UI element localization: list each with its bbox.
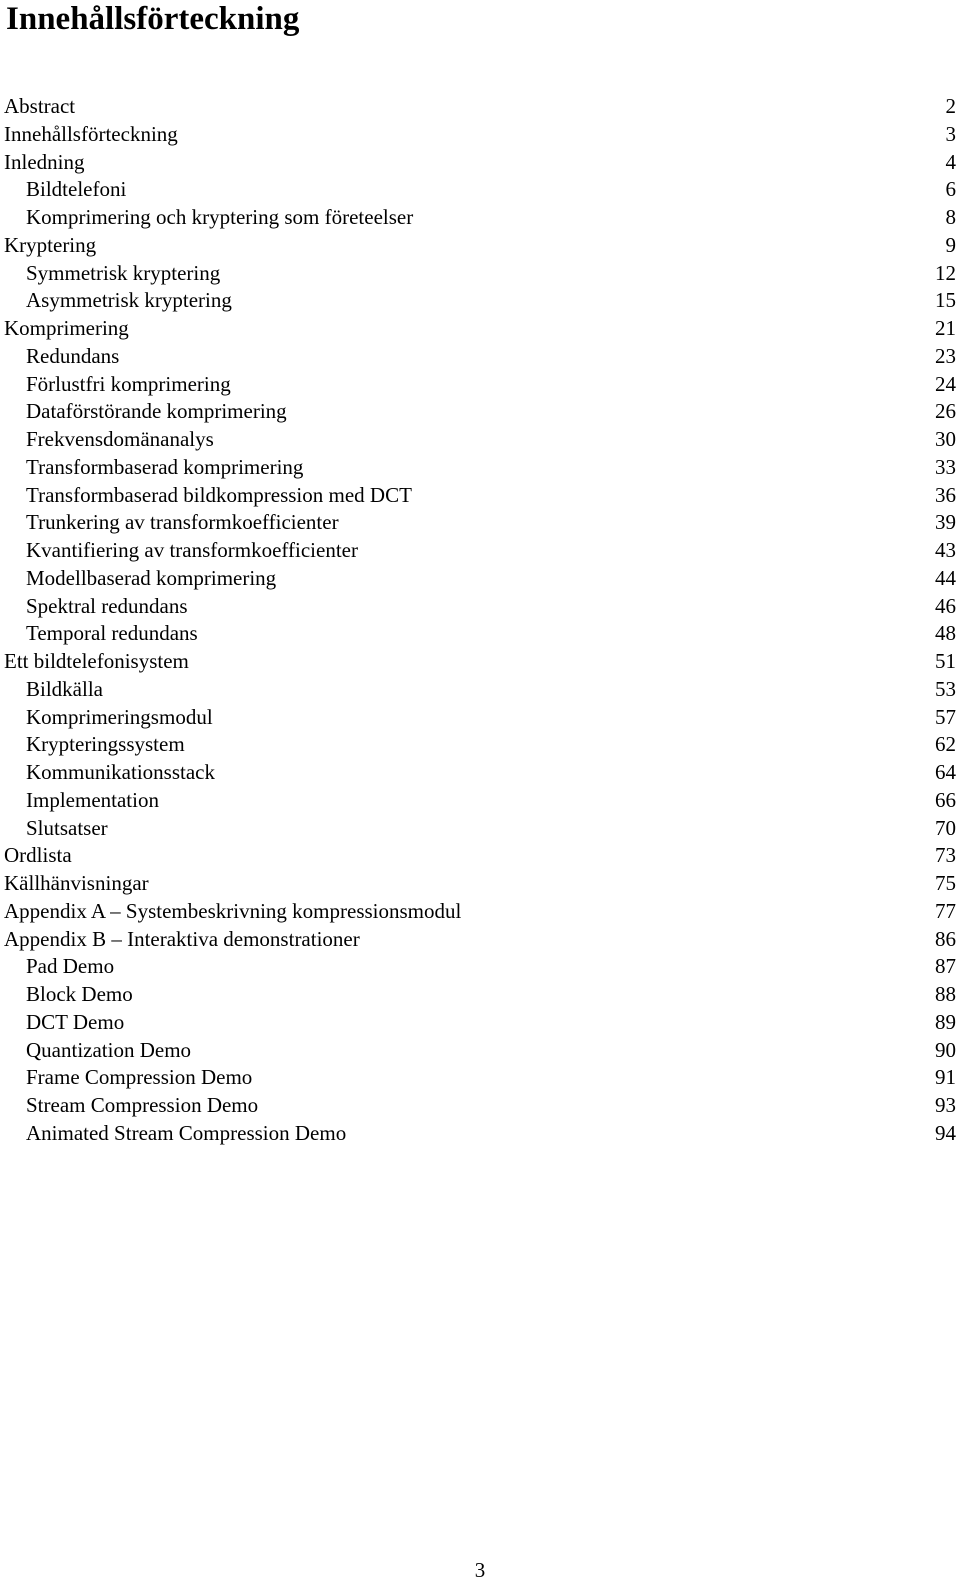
table-of-contents (4, 93, 960, 1148)
toc-entry-title: Komprimeringsmodul (26, 704, 213, 729)
toc-entry-page: 8 (945, 205, 956, 229)
toc-entry-page: 26 (935, 399, 956, 424)
toc-entry-page: 3 (945, 121, 956, 146)
toc-entry[interactable] (4, 509, 960, 537)
toc-entry-title: Frame Compression Demo (26, 1065, 253, 1090)
toc-entry-page: 94 (935, 1120, 956, 1145)
toc-entry-page: 36 (935, 482, 956, 507)
toc-entry[interactable] (4, 1092, 960, 1120)
toc-entry-page: 57 (935, 704, 956, 729)
toc-entry-page: 88 (935, 982, 956, 1006)
toc-entry-page: 62 (935, 732, 956, 757)
toc-entry[interactable] (4, 898, 960, 926)
toc-entry-title: Animated Stream Compression Demo (26, 1120, 347, 1145)
toc-entry[interactable] (4, 676, 960, 704)
toc-entry-title: Spektral redundans (26, 593, 188, 618)
toc-entry-page: 23 (935, 343, 956, 368)
toc-entry-title: Transformbaserad bildkompression med DCT (26, 482, 412, 507)
toc-entry-title: DCT Demo (26, 1009, 125, 1034)
toc-entry-page: 89 (935, 1009, 956, 1034)
toc-entry-title: Symmetrisk kryptering (26, 260, 221, 285)
toc-entry-page: 30 (935, 427, 956, 451)
toc-entry-title: Komprimering (4, 316, 129, 340)
toc-entry-page: 87 (935, 954, 956, 979)
toc-entry[interactable] (4, 1120, 960, 1148)
toc-entry-page: 24 (935, 371, 956, 396)
toc-entry[interactable] (4, 121, 960, 149)
toc-entry-title: Pad Demo (26, 954, 115, 979)
toc-entry[interactable] (4, 343, 960, 371)
toc-entry-title: Kryptering (4, 232, 97, 257)
toc-entry-page: 12 (935, 260, 956, 285)
toc-entry[interactable] (4, 731, 960, 759)
toc-entry[interactable] (4, 260, 960, 288)
toc-entry-page: 70 (935, 815, 956, 840)
toc-entry[interactable] (4, 593, 960, 621)
toc-entry[interactable] (4, 149, 960, 177)
toc-entry-page: 75 (935, 871, 956, 895)
toc-entry-page: 44 (935, 565, 956, 590)
toc-entry-page: 6 (945, 177, 956, 202)
toc-entry-title: Abstract (4, 94, 76, 118)
toc-entry[interactable] (4, 926, 960, 954)
page-title: Innehållsförteckning (6, 1, 300, 37)
toc-entry-title: Trunkering av transformkoefficienter (26, 510, 339, 535)
toc-entry[interactable] (4, 93, 960, 121)
toc-entry[interactable] (4, 1009, 960, 1037)
toc-entry-title: Redundans (26, 343, 120, 368)
toc-entry-page: 64 (935, 760, 956, 784)
toc-entry[interactable] (4, 315, 960, 343)
toc-entry-page: 66 (935, 787, 956, 812)
toc-entry[interactable] (4, 620, 960, 648)
toc-entry-page: 51 (935, 649, 956, 673)
toc-entry[interactable] (4, 815, 960, 843)
toc-entry-title: Källhänvisningar (4, 871, 149, 895)
toc-entry-title: Ett bildtelefonisystem (4, 649, 189, 673)
toc-entry[interactable] (4, 704, 960, 732)
toc-entry-title: Transformbaserad komprimering (26, 454, 304, 479)
toc-entry-page: 33 (935, 454, 956, 479)
toc-entry-title: Ordlista (4, 843, 72, 868)
toc-entry[interactable] (4, 759, 960, 787)
toc-entry-page: 77 (935, 898, 956, 923)
toc-entry[interactable] (4, 454, 960, 482)
toc-entry[interactable] (4, 537, 960, 565)
toc-entry[interactable] (4, 565, 960, 593)
toc-entry-title: Appendix A – Systembeskrivning kompressionsmodul (4, 898, 462, 923)
toc-entry-title: Förlustfri komprimering (26, 371, 231, 396)
toc-entry[interactable] (4, 176, 960, 204)
toc-entry-page: 91 (935, 1065, 956, 1090)
toc-entry-page: 73 (935, 843, 956, 868)
toc-entry-title: Bildkälla (26, 676, 103, 701)
toc-entry[interactable] (4, 371, 960, 399)
toc-entry-page: 2 (945, 94, 956, 118)
toc-entry-title: Kommunikationsstack (26, 760, 215, 784)
toc-entry[interactable] (4, 482, 960, 510)
toc-entry[interactable] (4, 204, 960, 232)
toc-entry-title: Asymmetrisk kryptering (26, 288, 232, 313)
toc-entry-title: Block Demo (26, 982, 133, 1006)
toc-entry-page: 43 (935, 538, 956, 562)
toc-entry-title: Innehållsförteckning (4, 121, 178, 146)
toc-entry-page: 90 (935, 1037, 956, 1062)
toc-entry-page: 86 (935, 926, 956, 951)
toc-entry-page: 21 (935, 316, 956, 340)
toc-entry-title: Krypteringssystem (26, 732, 185, 757)
toc-entry[interactable] (4, 870, 960, 898)
toc-entry-title: Modellbaserad komprimering (26, 565, 277, 590)
toc-entry-title: Implementation (26, 787, 159, 812)
toc-entry[interactable] (4, 287, 960, 315)
toc-entry-title: Quantization Demo (26, 1037, 192, 1062)
toc-entry[interactable] (4, 398, 960, 426)
toc-entry-title: Komprimering och kryptering som företeelser (26, 205, 414, 229)
toc-entry-title: Kvantifiering av transformkoefficienter (26, 538, 358, 562)
toc-entry-title: Slutsatser (26, 815, 108, 840)
toc-entry-page: 9 (945, 232, 956, 257)
toc-entry-title: Stream Compression Demo (26, 1093, 259, 1117)
toc-entry-title: Bildtelefoni (26, 177, 127, 202)
toc-entry-title: Temporal redundans (26, 621, 198, 646)
toc-entry[interactable] (4, 426, 960, 454)
toc-entry-page: 4 (945, 149, 956, 174)
toc-entry-title: Inledning (4, 149, 85, 174)
toc-entry-page: 15 (935, 288, 956, 313)
toc-entry-title: Appendix B – Interaktiva demonstrationer (4, 926, 360, 951)
toc-entry[interactable] (4, 953, 960, 981)
toc-entry[interactable] (4, 981, 960, 1009)
toc-entry[interactable] (4, 232, 960, 260)
page-number: 3 (474, 1558, 486, 1582)
toc-entry-page: 93 (935, 1093, 956, 1117)
toc-entry-page: 39 (935, 510, 956, 535)
toc-entry[interactable] (4, 648, 960, 676)
toc-entry-title: Dataförstörande komprimering (26, 399, 287, 424)
toc-entry[interactable] (4, 842, 960, 870)
toc-entry-page: 46 (935, 593, 956, 618)
toc-entry-title: Frekvensdomänanalys (26, 427, 214, 451)
toc-entry[interactable] (4, 1037, 960, 1065)
toc-entry[interactable] (4, 1064, 960, 1092)
toc-entry[interactable] (4, 787, 960, 815)
toc-entry-page: 53 (935, 676, 956, 701)
toc-entry-page: 48 (935, 621, 956, 646)
